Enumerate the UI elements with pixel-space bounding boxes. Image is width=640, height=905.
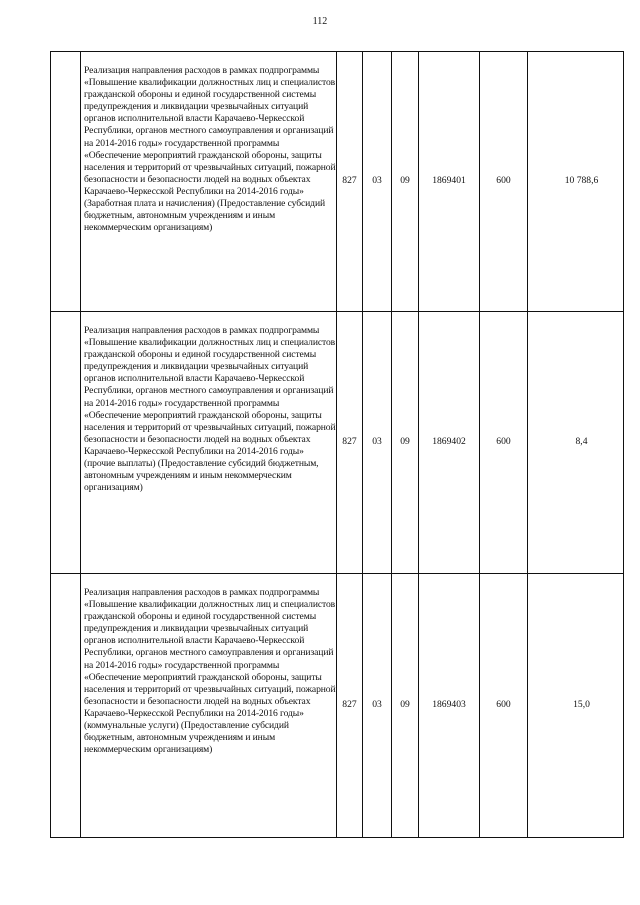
expense-type-code: 600 <box>480 312 528 574</box>
empty-cell <box>51 574 81 838</box>
amount-value: 15,0 <box>528 574 624 838</box>
admin-code: 827 <box>337 52 363 312</box>
expense-description: Реализация направления расходов в рамках подпрограммы «Повышение квалификации должностных лиц и специалистов гражданской обороны и единой государственной системы предупреждения и ликвидации чрезвычайных ситуаций органов исполнительной власти Карачаево-Черкесской Республики, органов местного самоуправления и организаций на 2014-2016 годы» государственной программы «Обеспечение мероприятий гражданской обороны, защиты населения и территорий от чрезвычайных ситуаций, пожарной безопасности и безопасности людей на водных объектах Карачаево-Черкесской Республики на 2014-2016 годы» (коммунальные услуги) (Предоставление субсидий бюджетным, автономным учреждениям и иным некоммерческим организациям) <box>81 574 337 838</box>
budget-table <box>50 51 624 838</box>
amount-value: 10 788,6 <box>528 52 624 312</box>
target-article-code: 1869402 <box>419 312 480 574</box>
table-row <box>51 574 624 838</box>
expense-description: Реализация направления расходов в рамках подпрограммы «Повышение квалификации должностных лиц и специалистов гражданской обороны и единой государственной системы предупреждения и ликвидации чрезвычайных ситуаций органов исполнительной власти Карачаево-Черкесской Республики, органов местного самоуправления и организаций на 2014-2016 годы» государственной программы «Обеспечение мероприятий гражданской обороны, защиты населения и территорий от чрезвычайных ситуаций, пожарной безопасности и безопасности людей на водных объектах Карачаево-Черкесской Республики на 2014-2016 годы» (прочие выплаты) (Предоставление субсидий бюджетным, автономным учреждениям и иным некоммерческим организациям) <box>81 312 337 574</box>
subsection-code: 09 <box>392 52 419 312</box>
empty-cell <box>51 52 81 312</box>
subsection-code: 09 <box>392 312 419 574</box>
admin-code: 827 <box>337 574 363 838</box>
subsection-code: 09 <box>392 574 419 838</box>
section-code: 03 <box>363 312 392 574</box>
page-number: 112 <box>312 16 328 27</box>
amount-value: 8,4 <box>528 312 624 574</box>
expense-type-code: 600 <box>480 574 528 838</box>
table-row <box>51 52 624 312</box>
admin-code: 827 <box>337 312 363 574</box>
target-article-code: 1869403 <box>419 574 480 838</box>
section-code: 03 <box>363 574 392 838</box>
table-row <box>51 312 624 574</box>
expense-type-code: 600 <box>480 52 528 312</box>
expense-description: Реализация направления расходов в рамках подпрограммы «Повышение квалификации должностных лиц и специалистов гражданской обороны и единой государственной системы предупреждения и ликвидации чрезвычайных ситуаций органов исполнительной власти Карачаево-Черкесской Республики, органов местного самоуправления и организаций на 2014-2016 годы» государственной программы «Обеспечение мероприятий гражданской обороны, защиты населения и территорий от чрезвычайных ситуаций, пожарной безопасности и безопасности людей на водных объектах Карачаево-Черкесской Республики на 2014-2016 годы» (Заработная плата и начисления) (Предоставление субсидий бюджетным, автономным учреждениям и иным некоммерческим организациям) <box>81 52 337 312</box>
empty-cell <box>51 312 81 574</box>
target-article-code: 1869401 <box>419 52 480 312</box>
section-code: 03 <box>363 52 392 312</box>
